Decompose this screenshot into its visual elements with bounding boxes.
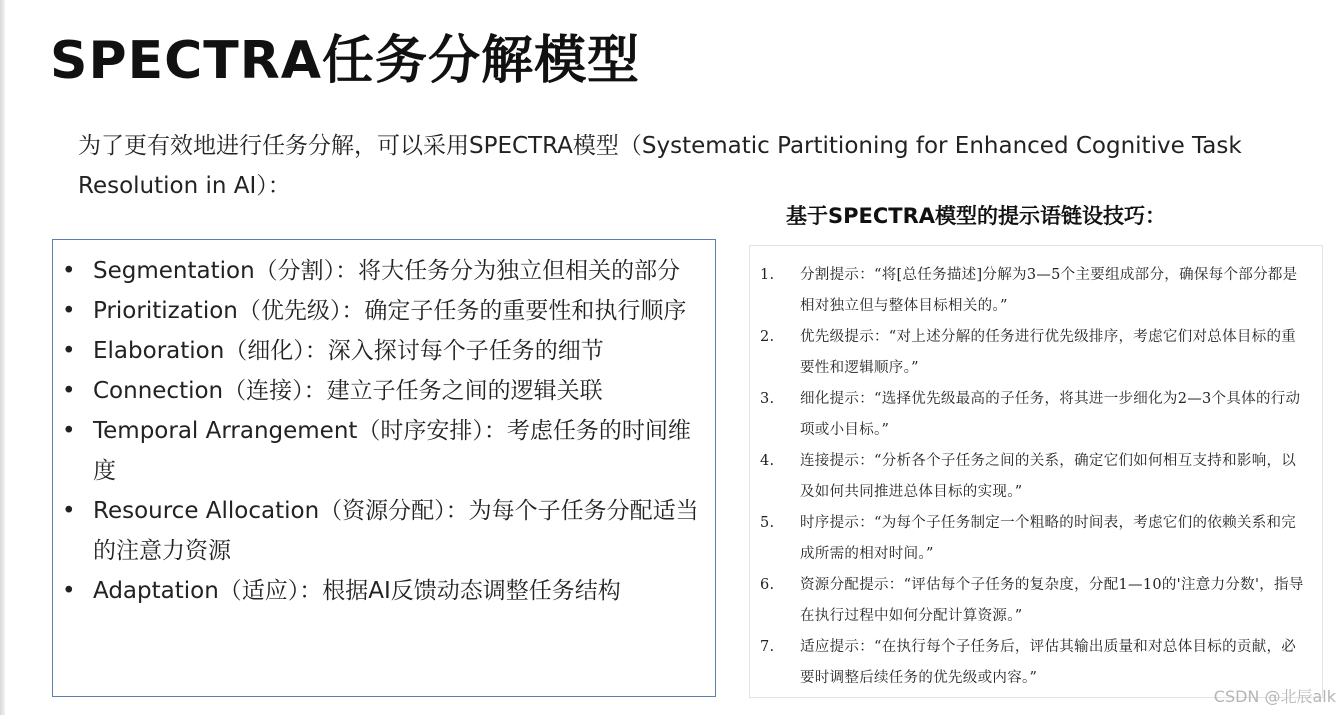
list-item bbox=[62, 571, 705, 611]
page-edge-shadow bbox=[0, 0, 5, 715]
tip-item bbox=[760, 508, 1310, 570]
tip-item bbox=[760, 384, 1310, 446]
list-item-text: Prioritization（优先级）：确定子任务的重要性和执行顺序 bbox=[93, 298, 687, 324]
bullet-icon: • bbox=[62, 378, 76, 404]
bullet-icon: • bbox=[62, 578, 76, 604]
list-item-text: Segmentation（分割）：将大任务分为独立但相关的部分 bbox=[93, 258, 681, 284]
tips-heading: 基于SPECTRA模型的提示语链设技巧： bbox=[786, 204, 1167, 228]
tip-item bbox=[760, 322, 1310, 384]
tip-number: 1. bbox=[760, 267, 775, 283]
bullet-icon: • bbox=[62, 298, 76, 324]
tip-text: 时序提示：“为每个子任务制定一个粗略的时间表，考虑它们的依赖关系和完成所需的相对时间。” bbox=[800, 515, 1297, 562]
list-item bbox=[62, 291, 705, 331]
tip-item bbox=[760, 570, 1310, 632]
page-title: SPECTRA任务分解模型 bbox=[50, 31, 641, 91]
tip-number: 5. bbox=[760, 515, 775, 531]
bullet-icon: • bbox=[62, 418, 76, 444]
tip-text: 连接提示：“分析各个子任务之间的关系，确定它们如何相互支持和影响，以及如何共同推进总体目标的实现。” bbox=[800, 453, 1297, 500]
tip-text: 细化提示：“选择优先级最高的子任务，将其进一步细化为2—3个具体的行动项或小目标。” bbox=[800, 391, 1301, 438]
tip-item bbox=[760, 260, 1310, 322]
tip-number: 7. bbox=[760, 639, 775, 655]
tip-number: 3. bbox=[760, 391, 775, 407]
spectra-components-box bbox=[52, 239, 716, 697]
tip-number: 4. bbox=[760, 453, 775, 469]
list-item-text: Connection（连接）：建立子任务之间的逻辑关联 bbox=[93, 378, 603, 404]
bullet-icon: • bbox=[62, 338, 76, 364]
list-item bbox=[62, 331, 705, 371]
list-item bbox=[62, 251, 705, 291]
tip-number: 2. bbox=[760, 329, 775, 345]
list-item-text: Elaboration（细化）：深入探讨每个子任务的细节 bbox=[93, 338, 604, 364]
bullet-icon: • bbox=[62, 258, 76, 284]
list-item-text: Resource Allocation（资源分配）：为每个子任务分配适当的注意力资源 bbox=[93, 498, 699, 564]
tip-text: 分割提示：“将[总任务描述]分解为3—5个主要组成部分，确保每个部分都是相对独立但与整体目标相关的。” bbox=[800, 267, 1298, 314]
tip-text: 资源分配提示：“评估每个子任务的复杂度，分配1—10的'注意力分数'，指导在执行过程中如何分配计算资源。” bbox=[800, 577, 1304, 624]
list-item bbox=[62, 411, 705, 491]
tip-text: 适应提示：“在执行每个子任务后，评估其输出质量和对总体目标的贡献，必要时调整后续任务的优先级或内容。” bbox=[800, 639, 1297, 686]
list-item bbox=[62, 371, 705, 411]
spectra-components-list bbox=[53, 240, 715, 611]
intro-paragraph: 为了更有效地进行任务分解，可以采用SPECTRA模型（Systematic Partitioning for Enhanced Cognitive Task Resolution in AI）： bbox=[78, 133, 1242, 199]
list-item-text: Adaptation（适应）：根据AI反馈动态调整任务结构 bbox=[93, 578, 621, 604]
prompt-tips-box bbox=[749, 245, 1323, 698]
tip-item bbox=[760, 446, 1310, 508]
tip-text: 优先级提示：“对上述分解的任务进行优先级排序，考虑它们对总体目标的重要性和逻辑顺序。” bbox=[800, 329, 1297, 376]
prompt-tips-list bbox=[750, 246, 1322, 694]
list-item-text: Temporal Arrangement（时序安排）：考虑任务的时间维度 bbox=[93, 418, 691, 484]
watermark: CSDN @北辰alk bbox=[1213, 687, 1336, 706]
bullet-icon: • bbox=[62, 498, 76, 524]
tip-number: 6. bbox=[760, 577, 775, 593]
list-item bbox=[62, 491, 705, 571]
